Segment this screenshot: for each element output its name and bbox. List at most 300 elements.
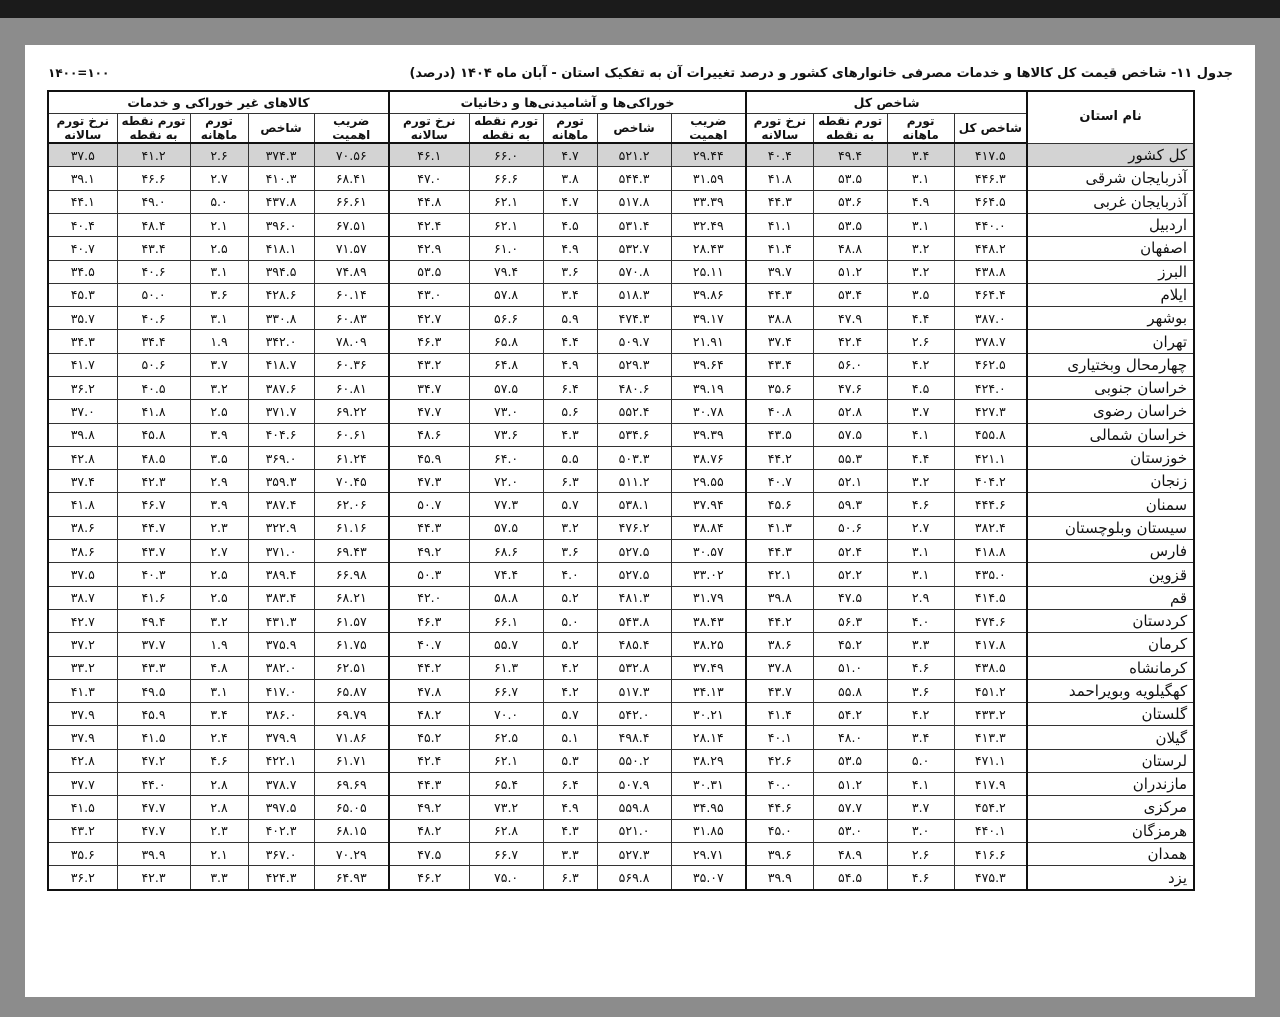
nonfood-weight-cell: ۷۱.۵۷ [314, 237, 389, 260]
food-monthly-cell: ۴.۳ [543, 423, 597, 446]
total-annual-cell: ۴۴.۳ [746, 283, 813, 306]
nonfood-point-cell: ۴۳.۷ [117, 540, 190, 563]
food-weight-cell: ۳۹.۳۹ [671, 423, 746, 446]
nonfood-index-cell: ۳۹۷.۵ [248, 796, 314, 819]
province-name-cell: آذربایجان شرقی [1027, 167, 1194, 190]
nonfood-annual-cell: ۳۷.۲ [48, 633, 117, 656]
nonfood-monthly-header: تورم ماهانه [190, 114, 248, 144]
nonfood-index-cell: ۴۲۲.۱ [248, 749, 314, 772]
nonfood-point-cell: ۴۴.۷ [117, 516, 190, 539]
table-row [48, 353, 1194, 376]
nonfood-index-cell: ۳۹۶.۰ [248, 213, 314, 236]
nonfood-weight-cell: ۶۴.۹۳ [314, 866, 389, 890]
nonfood-monthly-cell: ۲.۶ [190, 143, 248, 167]
province-name-cell: ایلام [1027, 283, 1194, 306]
base-year-label: ۱۴۰۰=۱۰۰ [48, 66, 110, 80]
total-monthly-cell: ۴.۴ [887, 307, 954, 330]
nonfood-weight-cell: ۶۰.۸۳ [314, 307, 389, 330]
nonfood-index-cell: ۴۱۸.۱ [248, 237, 314, 260]
table-row [48, 260, 1194, 283]
food-monthly-cell: ۴.۳ [543, 819, 597, 842]
total-monthly-cell: ۲.۷ [887, 516, 954, 539]
food-weight-cell: ۳۰.۲۱ [671, 703, 746, 726]
total-point-cell: ۵۷.۷ [813, 796, 887, 819]
total-monthly-cell: ۴.۶ [887, 656, 954, 679]
food-annual-cell: ۴۸.۶ [389, 423, 469, 446]
food-weight-cell: ۳۸.۷۶ [671, 446, 746, 469]
province-name-cell: خراسان رضوی [1027, 400, 1194, 423]
nonfood-annual-cell: ۴۳.۲ [48, 819, 117, 842]
nonfood-annual-cell: ۴۲.۸ [48, 749, 117, 772]
total-monthly-cell: ۴.۲ [887, 353, 954, 376]
nonfood-weight-cell: ۶۲.۵۱ [314, 656, 389, 679]
total-point-cell: ۵۷.۵ [813, 423, 887, 446]
total-index-cell: ۴۲۱.۱ [954, 446, 1027, 469]
food-monthly-cell: ۴.۹ [543, 796, 597, 819]
nonfood-weight-cell: ۶۹.۷۹ [314, 703, 389, 726]
nonfood-annual-cell: ۴۰.۷ [48, 237, 117, 260]
table-row [48, 190, 1194, 213]
nonfood-point-cell: ۴۳.۳ [117, 656, 190, 679]
nonfood-annual-cell: ۳۴.۳ [48, 330, 117, 353]
total-monthly-cell: ۴.۴ [887, 446, 954, 469]
total-index-cell: ۴۱۸.۸ [954, 540, 1027, 563]
nonfood-weight-cell: ۶۸.۲۱ [314, 586, 389, 609]
food-monthly-cell: ۴.۷ [543, 190, 597, 213]
total-monthly-cell: ۴.۵ [887, 377, 954, 400]
total-monthly-cell: ۳.۳ [887, 633, 954, 656]
food-weight-cell: ۳۸.۲۵ [671, 633, 746, 656]
nonfood-weight-cell: ۷۰.۲۹ [314, 842, 389, 865]
province-name-cell: فارس [1027, 540, 1194, 563]
table-row [48, 493, 1194, 516]
nonfood-monthly-cell: ۳.۲ [190, 377, 248, 400]
food-point-cell: ۶۶.۷ [469, 842, 543, 865]
food-annual-cell: ۴۶.۳ [389, 609, 469, 632]
food-weight-cell: ۳۲.۴۹ [671, 213, 746, 236]
cpi-table [47, 90, 1195, 891]
table-row [48, 423, 1194, 446]
total-index-cell: ۴۱۷.۹ [954, 773, 1027, 796]
total-index-cell: ۳۸۷.۰ [954, 307, 1027, 330]
nonfood-weight-cell: ۶۷.۵۱ [314, 213, 389, 236]
total-point-cell: ۴۹.۴ [813, 143, 887, 167]
food-monthly-cell: ۵.۷ [543, 493, 597, 516]
nonfood-annual-cell: ۳۸.۶ [48, 540, 117, 563]
nonfood-index-cell: ۳۲۲.۹ [248, 516, 314, 539]
food-index-header: شاخص [597, 114, 671, 144]
province-name-cell: مرکزی [1027, 796, 1194, 819]
food-annual-cell: ۴۰.۷ [389, 633, 469, 656]
nonfood-weight-cell: ۶۱.۷۵ [314, 633, 389, 656]
food-weight-cell: ۳۹.۶۴ [671, 353, 746, 376]
province-name-cell: اردبیل [1027, 213, 1194, 236]
nonfood-index-cell: ۳۷۸.۷ [248, 773, 314, 796]
food-monthly-cell: ۵.۷ [543, 703, 597, 726]
total-index-cell: ۴۶۴.۵ [954, 190, 1027, 213]
nonfood-index-cell: ۳۸۹.۴ [248, 563, 314, 586]
nonfood-point-cell: ۳۷.۷ [117, 633, 190, 656]
food-point-cell: ۷۳.۶ [469, 423, 543, 446]
food-annual-cell: ۴۵.۲ [389, 726, 469, 749]
total-index-cell: ۴۱۴.۵ [954, 586, 1027, 609]
total-annual-cell: ۳۸.۶ [746, 633, 813, 656]
nonfood-index-cell: ۳۳۰.۸ [248, 307, 314, 330]
food-index-cell: ۵۲۱.۰ [597, 819, 671, 842]
table-row [48, 400, 1194, 423]
province-name-cell: سمنان [1027, 493, 1194, 516]
total-index-cell: ۳۸۲.۴ [954, 516, 1027, 539]
nonfood-annual-cell: ۴۰.۴ [48, 213, 117, 236]
total-monthly-cell: ۴.۶ [887, 866, 954, 890]
food-index-cell: ۵۰۷.۹ [597, 773, 671, 796]
nonfood-index-cell: ۳۷۵.۹ [248, 633, 314, 656]
nonfood-index-cell: ۴۱۰.۳ [248, 167, 314, 190]
total-point-cell: ۴۲.۴ [813, 330, 887, 353]
nonfood-weight-cell: ۶۸.۱۵ [314, 819, 389, 842]
nonfood-annual-cell: ۴۴.۱ [48, 190, 117, 213]
food-point-cell: ۵۶.۶ [469, 307, 543, 330]
food-monthly-header: تورم ماهانه [543, 114, 597, 144]
nonfood-monthly-cell: ۲.۳ [190, 819, 248, 842]
nonfood-monthly-cell: ۳.۶ [190, 283, 248, 306]
food-weight-cell: ۲۵.۱۱ [671, 260, 746, 283]
nonfood-point-cell: ۴۱.۲ [117, 143, 190, 167]
table-row [48, 726, 1194, 749]
food-monthly-cell: ۶.۳ [543, 470, 597, 493]
food-point-cell: ۶۶.۰ [469, 143, 543, 167]
food-group-header: خوراکی‌ها و آشامیدنی‌ها و دخانیات [389, 91, 746, 114]
nonfood-weight-cell: ۶۱.۵۷ [314, 609, 389, 632]
food-weight-cell: ۲۹.۷۱ [671, 842, 746, 865]
food-point-cell: ۷۲.۰ [469, 470, 543, 493]
total-point-cell: ۵۳.۰ [813, 819, 887, 842]
nonfood-weight-cell: ۶۰.۳۶ [314, 353, 389, 376]
total-annual-cell: ۴۴.۳ [746, 190, 813, 213]
nonfood-index-cell: ۳۸۷.۶ [248, 377, 314, 400]
nonfood-weight-cell: ۶۸.۴۱ [314, 167, 389, 190]
nonfood-point-cell: ۴۰.۶ [117, 260, 190, 283]
total-index-cell: ۴۶۴.۴ [954, 283, 1027, 306]
food-point-cell: ۷۳.۲ [469, 796, 543, 819]
nonfood-monthly-cell: ۴.۸ [190, 656, 248, 679]
total-monthly-cell: ۴.۰ [887, 609, 954, 632]
nonfood-index-cell: ۳۸۶.۰ [248, 703, 314, 726]
nonfood-annual-cell: ۴۱.۸ [48, 493, 117, 516]
food-index-cell: ۵۴۲.۰ [597, 703, 671, 726]
nonfood-monthly-cell: ۵.۰ [190, 190, 248, 213]
total-monthly-cell: ۳.۷ [887, 400, 954, 423]
total-monthly-cell: ۳.۶ [887, 679, 954, 702]
total-annual-cell: ۴۲.۶ [746, 749, 813, 772]
table-body [48, 143, 1194, 890]
food-weight-cell: ۲۱.۹۱ [671, 330, 746, 353]
province-name-cell: چهارمحال وبختیاری [1027, 353, 1194, 376]
table-row [48, 633, 1194, 656]
province-name-cell: قم [1027, 586, 1194, 609]
food-point-cell: ۵۸.۸ [469, 586, 543, 609]
total-annual-cell: ۴۴.۲ [746, 609, 813, 632]
food-annual-cell: ۴۸.۲ [389, 819, 469, 842]
food-annual-cell: ۴۴.۳ [389, 516, 469, 539]
food-annual-cell: ۴۲.۴ [389, 213, 469, 236]
food-index-cell: ۵۲۹.۳ [597, 353, 671, 376]
total-annual-cell: ۴۱.۴ [746, 237, 813, 260]
province-name-cell: کهگیلویه وبویراحمد [1027, 679, 1194, 702]
food-weight-cell: ۳۳.۳۹ [671, 190, 746, 213]
province-name-cell: مازندران [1027, 773, 1194, 796]
food-annual-cell: ۴۴.۲ [389, 656, 469, 679]
nonfood-point-cell: ۴۷.۲ [117, 749, 190, 772]
food-monthly-cell: ۵.۱ [543, 726, 597, 749]
nonfood-monthly-cell: ۲.۷ [190, 167, 248, 190]
total-annual-header: نرخ تورم سالانه [746, 114, 813, 144]
food-index-cell: ۴۷۴.۳ [597, 307, 671, 330]
food-monthly-cell: ۵.۲ [543, 586, 597, 609]
total-point-cell: ۵۹.۳ [813, 493, 887, 516]
food-annual-cell: ۴۵.۹ [389, 446, 469, 469]
total-index-cell: ۴۱۳.۳ [954, 726, 1027, 749]
food-point-cell: ۶۵.۸ [469, 330, 543, 353]
food-monthly-cell: ۴.۷ [543, 143, 597, 167]
food-annual-cell: ۴۷.۰ [389, 167, 469, 190]
table-row [48, 167, 1194, 190]
total-point-cell: ۵۴.۲ [813, 703, 887, 726]
food-point-cell: ۶۸.۶ [469, 540, 543, 563]
food-point-cell: ۶۲.۱ [469, 190, 543, 213]
food-weight-cell: ۲۸.۴۳ [671, 237, 746, 260]
food-monthly-cell: ۴.۹ [543, 237, 597, 260]
table-row [48, 540, 1194, 563]
nonfood-weight-cell: ۷۸.۰۹ [314, 330, 389, 353]
food-annual-cell: ۴۷.۷ [389, 400, 469, 423]
food-index-cell: ۴۷۶.۲ [597, 516, 671, 539]
total-annual-cell: ۴۰.۴ [746, 143, 813, 167]
nonfood-monthly-cell: ۲.۸ [190, 796, 248, 819]
province-name-cell: کرمان [1027, 633, 1194, 656]
nonfood-weight-header: ضریب اهمیت [314, 114, 389, 144]
total-monthly-cell: ۳.۱ [887, 540, 954, 563]
food-point-cell: ۷۳.۰ [469, 400, 543, 423]
food-monthly-cell: ۵.۶ [543, 400, 597, 423]
food-point-cell: ۵۷.۵ [469, 377, 543, 400]
province-name-cell: خراسان جنوبی [1027, 377, 1194, 400]
nonfood-annual-cell: ۴۱.۳ [48, 679, 117, 702]
province-name-cell: قزوین [1027, 563, 1194, 586]
food-index-cell: ۵۴۳.۸ [597, 609, 671, 632]
food-annual-cell: ۴۴.۸ [389, 190, 469, 213]
total-point-cell: ۵۳.۵ [813, 749, 887, 772]
nonfood-monthly-cell: ۱.۹ [190, 330, 248, 353]
food-point-cell: ۶۵.۴ [469, 773, 543, 796]
total-index-cell: ۳۷۸.۷ [954, 330, 1027, 353]
province-name-cell: گیلان [1027, 726, 1194, 749]
food-annual-cell: ۳۴.۷ [389, 377, 469, 400]
nonfood-monthly-cell: ۲.۵ [190, 237, 248, 260]
total-point-cell: ۴۷.۵ [813, 586, 887, 609]
total-point-cell: ۵۳.۵ [813, 167, 887, 190]
total-index-cell: ۴۴۶.۳ [954, 167, 1027, 190]
total-point-cell: ۵۱.۰ [813, 656, 887, 679]
nonfood-annual-header: نرخ تورم سالانه [48, 114, 117, 144]
nonfood-point-cell: ۳۴.۴ [117, 330, 190, 353]
nonfood-weight-cell: ۶۵.۰۵ [314, 796, 389, 819]
total-point-cell: ۵۲.۴ [813, 540, 887, 563]
nonfood-index-cell: ۳۶۷.۰ [248, 842, 314, 865]
food-index-cell: ۵۱۱.۲ [597, 470, 671, 493]
food-index-cell: ۵۳۲.۸ [597, 656, 671, 679]
total-point-header: تورم نقطه به نقطه [813, 114, 887, 144]
nonfood-point-cell: ۴۶.۶ [117, 167, 190, 190]
total-monthly-cell: ۲.۶ [887, 330, 954, 353]
total-monthly-cell: ۳.۱ [887, 213, 954, 236]
food-weight-cell: ۳۰.۷۸ [671, 400, 746, 423]
food-index-cell: ۵۲۷.۵ [597, 563, 671, 586]
food-annual-cell: ۴۳.۰ [389, 283, 469, 306]
nonfood-index-cell: ۳۸۲.۰ [248, 656, 314, 679]
total-index-cell: ۴۱۶.۶ [954, 842, 1027, 865]
food-annual-cell: ۵۰.۳ [389, 563, 469, 586]
province-header: نام استان [1027, 91, 1194, 143]
food-annual-cell: ۴۲.۴ [389, 749, 469, 772]
food-annual-cell: ۴۲.۹ [389, 237, 469, 260]
nonfood-monthly-cell: ۲.۴ [190, 726, 248, 749]
nonfood-monthly-cell: ۴.۶ [190, 749, 248, 772]
food-point-cell: ۶۶.۷ [469, 679, 543, 702]
table-row [48, 446, 1194, 469]
nonfood-index-cell: ۳۶۹.۰ [248, 446, 314, 469]
total-annual-cell: ۳۹.۸ [746, 586, 813, 609]
food-index-cell: ۴۸۱.۳ [597, 586, 671, 609]
total-index-cell: ۴۱۷.۵ [954, 143, 1027, 167]
nonfood-monthly-cell: ۱.۹ [190, 633, 248, 656]
food-index-cell: ۴۸۵.۴ [597, 633, 671, 656]
total-index-cell: ۴۴۸.۲ [954, 237, 1027, 260]
food-index-cell: ۵۳۲.۷ [597, 237, 671, 260]
food-weight-cell: ۳۸.۸۴ [671, 516, 746, 539]
table-row [48, 307, 1194, 330]
province-name-cell: اصفهان [1027, 237, 1194, 260]
nonfood-point-cell: ۴۷.۷ [117, 819, 190, 842]
table-row [48, 330, 1194, 353]
nonfood-index-cell: ۴۱۸.۷ [248, 353, 314, 376]
nonfood-weight-cell: ۷۰.۴۵ [314, 470, 389, 493]
total-annual-cell: ۴۱.۸ [746, 167, 813, 190]
total-monthly-cell: ۳.۴ [887, 143, 954, 167]
nonfood-annual-cell: ۳۸.۷ [48, 586, 117, 609]
nonfood-point-cell: ۴۵.۹ [117, 703, 190, 726]
nonfood-annual-cell: ۴۱.۵ [48, 796, 117, 819]
total-monthly-cell: ۳.۱ [887, 167, 954, 190]
total-annual-cell: ۳۵.۶ [746, 377, 813, 400]
food-index-cell: ۵۵۰.۲ [597, 749, 671, 772]
total-index-header: شاخص کل [954, 114, 1027, 144]
food-monthly-cell: ۵.۲ [543, 633, 597, 656]
total-point-cell: ۴۷.۶ [813, 377, 887, 400]
table-row [48, 703, 1194, 726]
total-monthly-cell: ۳.۱ [887, 563, 954, 586]
total-point-cell: ۵۰.۶ [813, 516, 887, 539]
nonfood-index-cell: ۳۷۱.۰ [248, 540, 314, 563]
nonfood-annual-cell: ۳۷.۹ [48, 726, 117, 749]
food-point-cell: ۶۲.۵ [469, 726, 543, 749]
total-point-cell: ۵۱.۲ [813, 260, 887, 283]
nonfood-point-cell: ۴۷.۷ [117, 796, 190, 819]
food-point-cell: ۵۷.۵ [469, 516, 543, 539]
total-monthly-cell: ۲.۶ [887, 842, 954, 865]
total-annual-cell: ۳۹.۷ [746, 260, 813, 283]
nonfood-monthly-cell: ۲.۵ [190, 563, 248, 586]
table-row [48, 866, 1194, 890]
table-row [48, 516, 1194, 539]
total-monthly-cell: ۳.۰ [887, 819, 954, 842]
food-point-cell: ۷۷.۳ [469, 493, 543, 516]
total-annual-cell: ۴۴.۶ [746, 796, 813, 819]
table-row [48, 609, 1194, 632]
nonfood-annual-cell: ۴۲.۸ [48, 446, 117, 469]
total-point-cell: ۴۵.۲ [813, 633, 887, 656]
table-title: جدول ۱۱- شاخص قیمت کل کالاها و خدمات مصرفی خانوارهای کشور و درصد تغییرات آن به تفکیک استان - آبان ماه ۱۴۰۴ (درصد) [409, 66, 1233, 81]
nonfood-monthly-cell: ۲.۸ [190, 773, 248, 796]
food-weight-cell: ۳۱.۵۹ [671, 167, 746, 190]
total-point-cell: ۵۲.۱ [813, 470, 887, 493]
total-monthly-cell: ۳.۲ [887, 260, 954, 283]
total-monthly-cell: ۴.۱ [887, 423, 954, 446]
nonfood-annual-cell: ۳۳.۲ [48, 656, 117, 679]
food-index-cell: ۵۲۷.۵ [597, 540, 671, 563]
nonfood-monthly-cell: ۲.۹ [190, 470, 248, 493]
total-monthly-cell: ۴.۲ [887, 703, 954, 726]
nonfood-monthly-cell: ۳.۷ [190, 353, 248, 376]
total-index-cell: ۴۳۵.۰ [954, 563, 1027, 586]
nonfood-index-cell: ۳۵۹.۳ [248, 470, 314, 493]
nonfood-point-cell: ۴۲.۳ [117, 470, 190, 493]
total-monthly-cell: ۲.۹ [887, 586, 954, 609]
province-name-cell: زنجان [1027, 470, 1194, 493]
nonfood-monthly-cell: ۳.۱ [190, 260, 248, 283]
food-weight-cell: ۳۹.۱۷ [671, 307, 746, 330]
nonfood-annual-cell: ۳۷.۹ [48, 703, 117, 726]
nonfood-weight-cell: ۶۶.۹۸ [314, 563, 389, 586]
total-annual-cell: ۴۱.۱ [746, 213, 813, 236]
total-index-cell: ۴۱۷.۸ [954, 633, 1027, 656]
nonfood-index-cell: ۳۷۴.۳ [248, 143, 314, 167]
nonfood-point-cell: ۴۰.۶ [117, 307, 190, 330]
food-monthly-cell: ۳.۲ [543, 516, 597, 539]
food-monthly-cell: ۴.۲ [543, 656, 597, 679]
nonfood-point-cell: ۴۹.۵ [117, 679, 190, 702]
nonfood-annual-cell: ۴۲.۷ [48, 609, 117, 632]
table-row [48, 773, 1194, 796]
food-weight-cell: ۳۱.۷۹ [671, 586, 746, 609]
nonfood-index-cell: ۴۰۴.۶ [248, 423, 314, 446]
top-bar [0, 0, 1280, 18]
food-weight-cell: ۳۸.۲۹ [671, 749, 746, 772]
province-name-cell: البرز [1027, 260, 1194, 283]
total-monthly-cell: ۵.۰ [887, 749, 954, 772]
nonfood-point-cell: ۴۰.۳ [117, 563, 190, 586]
nonfood-point-cell: ۵۰.۶ [117, 353, 190, 376]
nonfood-index-cell: ۴۰۲.۳ [248, 819, 314, 842]
nonfood-monthly-cell: ۳.۱ [190, 307, 248, 330]
total-monthly-cell: ۳.۴ [887, 726, 954, 749]
total-annual-cell: ۴۴.۳ [746, 540, 813, 563]
total-point-cell: ۴۸.۹ [813, 842, 887, 865]
food-index-cell: ۵۳۱.۴ [597, 213, 671, 236]
total-monthly-cell: ۴.۹ [887, 190, 954, 213]
total-point-cell: ۵۳.۴ [813, 283, 887, 306]
table-row [48, 213, 1194, 236]
